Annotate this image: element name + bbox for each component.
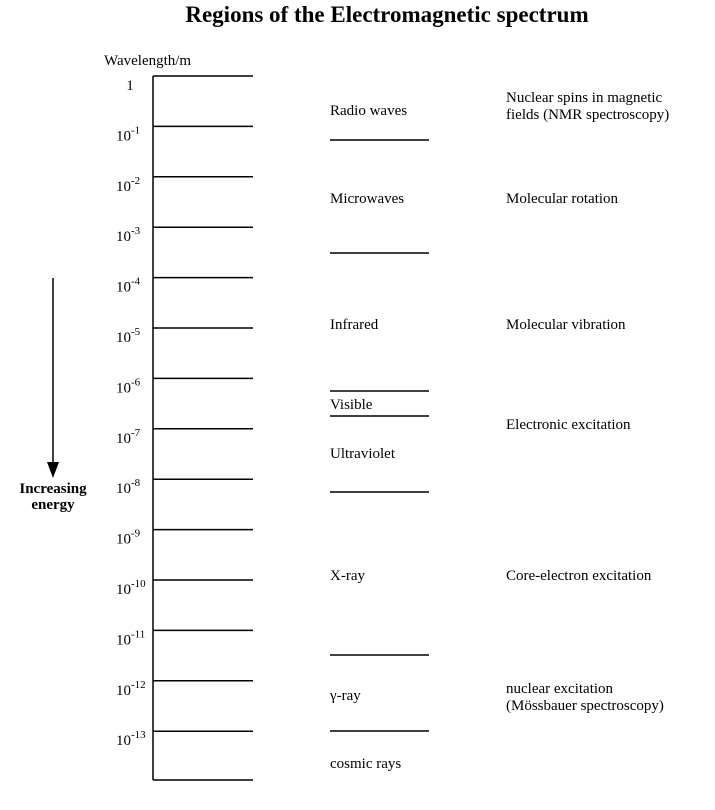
tick-label — [116, 628, 145, 648]
diagram-title: Regions of the Electromagnetic spectrum — [185, 2, 589, 27]
region-label-radio: Radio waves — [330, 103, 408, 119]
tick-label — [116, 124, 140, 144]
tick-base: 10 — [116, 582, 131, 598]
tick-label — [116, 729, 146, 749]
tick-exponent: -9 — [131, 527, 141, 540]
energy-arrow — [19, 278, 87, 513]
tick-base: 1 — [126, 78, 134, 94]
energy-label-line1: Increasing — [19, 481, 87, 497]
region-label-ultraviolet: Ultraviolet — [330, 446, 395, 462]
tick-base: 10 — [116, 330, 131, 346]
energy-arrow-head — [47, 462, 59, 478]
tick-exponent: -1 — [131, 124, 141, 137]
process-labels — [506, 90, 669, 714]
tick-label — [116, 477, 141, 497]
tick-base: 10 — [116, 733, 131, 750]
energy-label-line2: energy — [31, 497, 75, 513]
tick-base: 10 — [116, 632, 131, 649]
tick-label — [116, 225, 141, 245]
tick-group — [116, 76, 253, 749]
region-label-microwave: Microwaves — [330, 191, 405, 207]
tick-base: 10 — [116, 380, 131, 397]
tick-base: 10 — [116, 682, 131, 699]
axis-title: Wavelength/m — [104, 53, 192, 69]
tick-label — [116, 528, 141, 548]
tick-base: 10 — [116, 229, 131, 246]
region-label-gamma: γ-ray — [330, 688, 361, 704]
tick-exponent: -11 — [131, 628, 146, 641]
process-label-nuclear-line2: (Mössbauer spectroscopy) — [506, 698, 664, 714]
region-label-xray: X-ray — [330, 568, 365, 584]
tick-exponent: -13 — [131, 729, 146, 742]
region-boundaries — [330, 140, 429, 731]
tick-base: 10 — [116, 279, 131, 296]
tick-label — [116, 376, 141, 396]
tick-label — [116, 427, 141, 447]
tick-label — [116, 175, 140, 195]
region-labels — [329, 103, 407, 772]
tick-exponent: -3 — [131, 225, 141, 238]
process-label-nuclear-line1: nuclear excitation — [506, 681, 614, 697]
tick-base: 10 — [116, 178, 131, 195]
process-label-vibration: Molecular vibration — [506, 317, 626, 333]
tick-exponent: -2 — [131, 174, 141, 187]
tick-label — [116, 578, 146, 598]
tick-base: 10 — [116, 531, 131, 548]
tick-exponent: -10 — [131, 578, 146, 590]
tick-label — [116, 326, 141, 346]
process-label-nmr-line1: Nuclear spins in magnetic — [506, 90, 663, 106]
tick-label — [116, 276, 141, 296]
process-label-rotation: Molecular rotation — [506, 191, 619, 207]
tick-exponent: -5 — [131, 326, 141, 338]
region-label-visible: Visible — [330, 397, 373, 413]
tick-base: 10 — [116, 430, 131, 447]
tick-label — [116, 679, 146, 699]
tick-base: 10 — [116, 481, 131, 498]
process-label-core-electron: Core-electron excitation — [506, 568, 652, 584]
tick-exponent: -7 — [131, 426, 141, 439]
tick-label — [126, 78, 134, 94]
tick-exponent: -4 — [131, 275, 141, 288]
process-label-electronic: Electronic excitation — [506, 417, 631, 433]
tick-exponent: -12 — [131, 678, 146, 691]
tick-exponent: -6 — [131, 376, 141, 389]
tick-base: 10 — [116, 128, 131, 145]
process-label-nmr-line2: fields (NMR spectroscopy) — [506, 107, 670, 123]
tick-exponent: -8 — [131, 477, 141, 490]
region-label-cosmic: cosmic rays — [330, 756, 402, 772]
region-label-infrared: Infrared — [330, 317, 379, 333]
